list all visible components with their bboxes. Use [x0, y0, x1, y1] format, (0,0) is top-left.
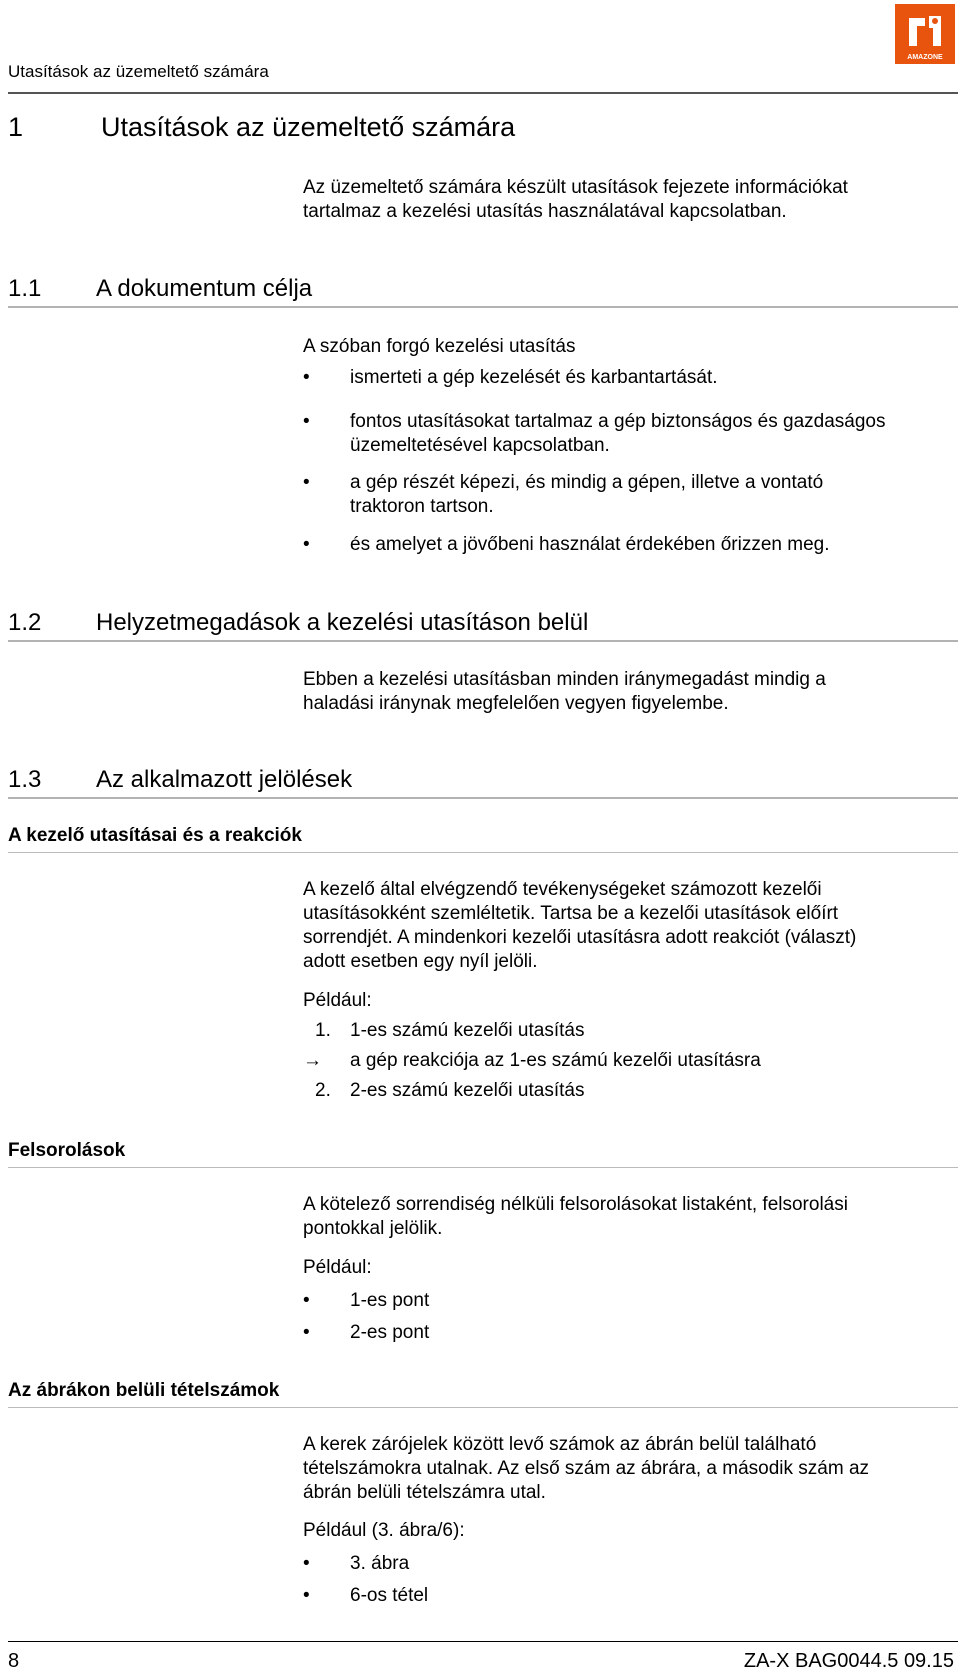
amazone-logo: [895, 4, 955, 64]
footer-rule: [8, 1641, 958, 1642]
logo-brand-text: AMAZONE: [907, 54, 943, 61]
list-item: fontos utasításokat tartalmaz a gép biztonságos és gazdaságos üzemeltetésével kapcsolatban.: [350, 411, 886, 456]
step-text: 1-es számú kezelői utasítás: [350, 1020, 585, 1041]
operator-heading: A kezelő utasításai és a reakciók: [8, 825, 302, 846]
bullet-icon: •: [303, 1322, 310, 1343]
step-text: a gép reakciója az 1-es számú kezelői utasításra: [350, 1050, 761, 1071]
arrow-right-icon: →: [303, 1050, 322, 1071]
section-1-3-title: Az alkalmazott jelölések: [96, 766, 353, 793]
section-1-3-rule: [8, 797, 958, 799]
document-id: ZA-X BAG0044.5 09.15: [743, 1650, 954, 1672]
bullet-icon: •: [303, 1585, 310, 1606]
section-1-2-rule: [8, 640, 958, 642]
list-item: és amelyet a jövőbeni használat érdekében őrizzen meg.: [350, 534, 830, 555]
lists-heading-rule: [8, 1167, 958, 1168]
list-item: ismerteti a gép kezelését és karbantartását.: [350, 367, 718, 388]
lists-text: A kötelező sorrendiség nélküli felsorolásokat listaként, felsorolási pontokkal jelölik.: [303, 1194, 848, 1239]
list-item: 2-es pont: [350, 1322, 430, 1343]
bullet-icon: •: [303, 1290, 310, 1311]
page-number: 8: [8, 1650, 20, 1672]
chapter-intro: Az üzemeltető számára készült utasítások fejezete információkat tartalmaz a kezelési utasítás használatával kapcsolatban.: [303, 177, 848, 222]
section-1-1-title: A dokumentum célja: [96, 275, 313, 302]
section-1-2-text: Ebben a kezelési utasításban minden iránymegadást mindig a haladási iránynak megfelelően vegyen figyelembe.: [303, 669, 826, 714]
bullet-icon: •: [303, 1553, 310, 1574]
bullet-icon: •: [303, 472, 310, 493]
section-1-1-rule: [8, 306, 958, 308]
operator-text: A kezelő által elvégzendő tevékenységeket számozott kezelői utasításokként szemléltetik. Tartsa be a kezelői utasítások előírt sorrendjét. A mindenkori kezelői utasításra adott reakciót (választ) adott esetben egy nyíl jelöli.: [303, 879, 857, 972]
bullet-icon: •: [303, 534, 310, 555]
section-1-3-number: 1.3: [8, 766, 42, 793]
list-item: 6-os tétel: [350, 1585, 429, 1606]
section-1-1-lead: A szóban forgó kezelési utasítás: [303, 336, 576, 357]
step-text: 2-es számú kezelői utasítás: [350, 1080, 585, 1101]
section-1-2-title: Helyzetmegadások a kezelési utasításon belül: [96, 609, 589, 636]
operator-heading-rule: [8, 852, 958, 853]
list-item: 3. ábra: [350, 1553, 410, 1574]
running-header-title: Utasítások az üzemeltető számára: [8, 62, 269, 81]
chapter-title: Utasítások az üzemeltető számára: [101, 112, 516, 142]
section-1-1-number: 1.1: [8, 275, 42, 302]
item-numbers-heading-rule: [8, 1407, 958, 1408]
item-numbers-example-label: Például (3. ábra/6):: [303, 1520, 465, 1541]
chapter-number: 1: [8, 112, 24, 142]
list-item: 1-es pont: [350, 1290, 430, 1311]
step-marker: 2.: [315, 1080, 331, 1101]
bullet-icon: •: [303, 411, 310, 432]
item-numbers-heading: Az ábrákon belüli tételszámok: [8, 1380, 280, 1401]
section-1-2-number: 1.2: [8, 609, 42, 636]
lists-example-label: Például:: [303, 1257, 372, 1278]
step-marker: 1.: [315, 1020, 331, 1041]
bullet-icon: •: [303, 367, 310, 388]
list-item: a gép részét képezi, és mindig a gépen, illetve a vontató traktoron tartson.: [350, 472, 824, 517]
item-numbers-text: A kerek zárójelek között levő számok az ábrán belül található tételszámokra utalnak. Az első szám az ábrára, a második szám az ábrán belüli tételszámra utal.: [303, 1434, 870, 1503]
lists-heading: Felsorolások: [8, 1140, 126, 1161]
operator-example-label: Például:: [303, 990, 372, 1011]
header-rule: [8, 92, 958, 94]
